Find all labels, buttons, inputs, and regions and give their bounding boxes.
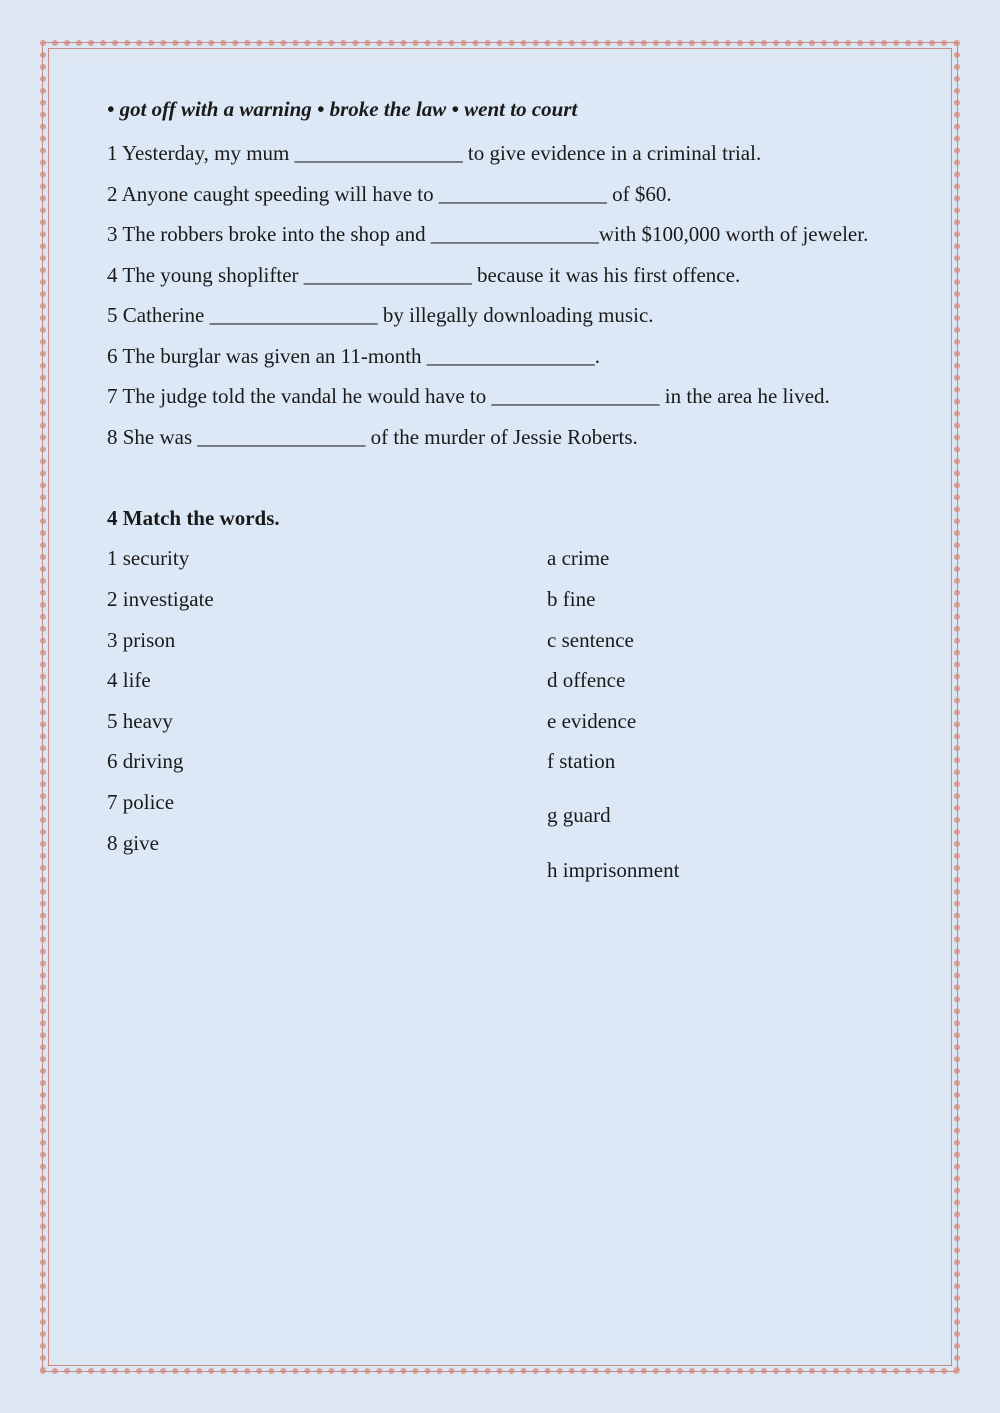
sentence-2: 2 Anyone caught speeding will have to ________________ of $60. bbox=[107, 181, 672, 206]
match-columns bbox=[107, 538, 937, 918]
match-right-item: h imprisonment bbox=[547, 858, 680, 882]
sentence-6: 6 The burglar was given an 11-month ________________. bbox=[107, 343, 601, 368]
match-left-item: 4 life bbox=[107, 668, 151, 692]
match-right-item: g guard bbox=[547, 803, 611, 827]
sentence-1: 1 Yesterday, my mum ________________ to give evidence in a criminal trial. bbox=[107, 141, 762, 165]
match-left-item: 8 give bbox=[107, 831, 159, 855]
worksheet-content bbox=[107, 93, 937, 918]
match-left-item: 1 security bbox=[107, 546, 190, 570]
match-left-item: 6 driving bbox=[107, 749, 184, 773]
match-right-item: a crime bbox=[547, 546, 610, 570]
match-left-item: 7 police bbox=[107, 790, 175, 814]
match-right-item: d offence bbox=[547, 668, 626, 692]
match-left-item: 5 heavy bbox=[107, 709, 173, 733]
sentence-5: 5 Catherine ________________ by illegally downloading music. bbox=[107, 303, 654, 327]
sentence-4: 4 The young shoplifter ________________ because it was his first offence. bbox=[107, 262, 741, 287]
match-right-item: c sentence bbox=[547, 628, 634, 652]
match-right-item: b fine bbox=[547, 587, 596, 611]
match-section-title: 4 Match the words. bbox=[107, 506, 280, 530]
word-bank: • got off with a warning • broke the law • went to court bbox=[107, 97, 578, 121]
match-right-item: f station bbox=[547, 749, 616, 773]
match-left-item: 2 investigate bbox=[107, 587, 214, 611]
sentence-7: 7 The judge told the vandal he would have to ________________ in the area he lived. bbox=[107, 384, 830, 408]
sentence-3: 3 The robbers broke into the shop and ________________with $100,000 worth of jeweler. bbox=[107, 222, 869, 246]
fill-in-sentences bbox=[107, 133, 937, 457]
match-right-item: e evidence bbox=[547, 709, 637, 733]
sentence-8: 8 She was ________________ of the murder of Jessie Roberts. bbox=[107, 424, 638, 449]
match-left-item: 3 prison bbox=[107, 628, 176, 652]
